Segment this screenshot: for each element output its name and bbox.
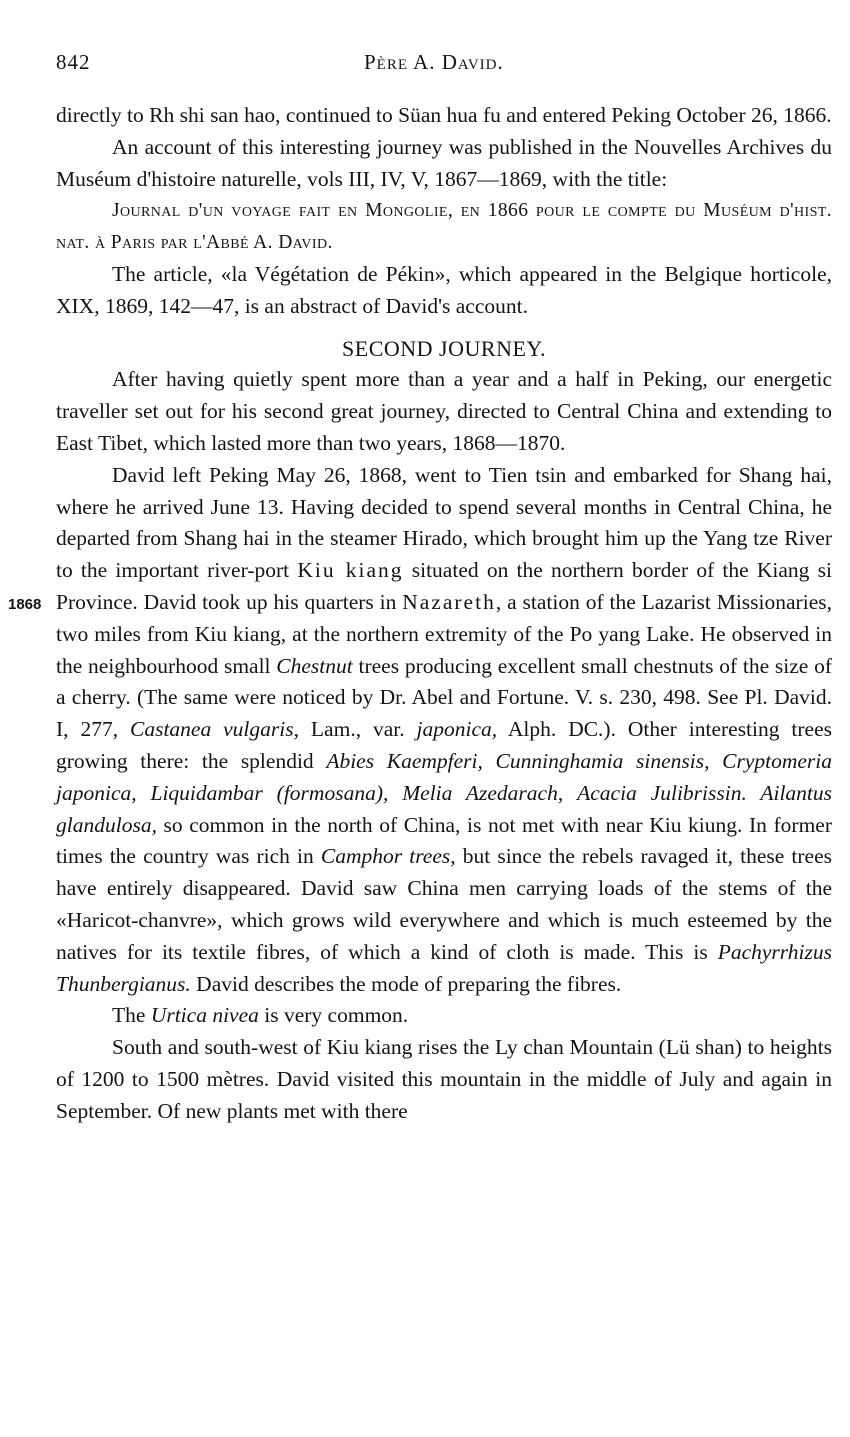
journal-title: Journal d'un voyage fait en Mongolie, en 1866 pour le compte du Muséum d'hist. nat. à Paris par l'Abbé A. David. [56, 200, 832, 254]
paragraph-account: An account of this interesting journey was published in the Nouvelles Archives du Muséum d'histoire naturelle, vols III, IV, V, 1867—1869, with the title: [56, 134, 832, 191]
margin-year-note: 1868 [8, 596, 42, 613]
page-number: 842 [56, 50, 91, 74]
page-header [56, 50, 830, 80]
paragraph-second-journey: After having quietly spent more than a year and a half in Peking, our energetic traveller set out for his second great journey, directed to Central China and extending to East Tibet, which lasted more than two years, 1868—1870. [56, 367, 832, 455]
paragraph-ly-chan: South and south-west of Kiu kiang rises the Ly chan Mountain (Lü shan) to heights of 1200 to 1500 mètres. David visited this mountain in the middle of July and again in September. Of new plants met with there [56, 1035, 832, 1123]
paragraph-continuation: directly to Rh shi san hao, continued to Süan hua fu and entered Peking October 26, 1866. [56, 103, 832, 127]
section-heading: SECOND JOURNEY. [342, 335, 546, 361]
body-text [56, 100, 832, 1128]
paragraph-david-left-peking: David left Peking May 26, 1868, went to Tien tsin and embarked for Shang hai, where he arrived June 13. Having decided to spend several months in Central China, he departed from Shang hai in the steamer Hirado, which brought him up the Yang tze River to the important river-port Kiu kiang situated on the northern border of the Kiang si Province. David took up his quarters in Nazareth, a station of the Lazarist Missionaries, two miles from Kiu kiang, at the northern extremity of the Po yang Lake. He observed in the neighbourhood small Chestnut trees producing excellent small chestnuts of the size of a cherry. (The same were noticed by Dr. Abel and Fortune. V. s. 230, 498. See Pl. David. I, 277, Castanea vulgaris, Lam., var. japonica, Alph. DC.). Other interesting trees growing there: the splendid Abies Kaempferi, Cunninghamia sinensis, Cryptomeria japonica, Liquidambar (formosana), Melia Azedarach, Acacia Julibrissin. Ailantus glandulosa, so common in the north of China, is not met with near Kiu kiung. In former times the country was rich in Camphor trees, but since the rebels ravaged it, these trees have entirely disappeared. David saw China men carrying loads of the stems of the «Haricot-chanvre», which grows wild everywhere and which is much esteemed by the natives for its textile fibres, of which a kind of cloth is made. This is Pachyrrhizus Thunbergianus. David describes the mode of preparing the fibres. [56, 462, 833, 996]
paragraph-article: The article, «la Végétation de Pékin», which appeared in the Belgique horticole, XIX, 1869, 142—47, is an abstract of David's account. [56, 261, 832, 318]
running-head: Père A. David. [364, 50, 504, 74]
paragraph-urtica: The Urtica nivea is very common. [112, 1003, 409, 1028]
